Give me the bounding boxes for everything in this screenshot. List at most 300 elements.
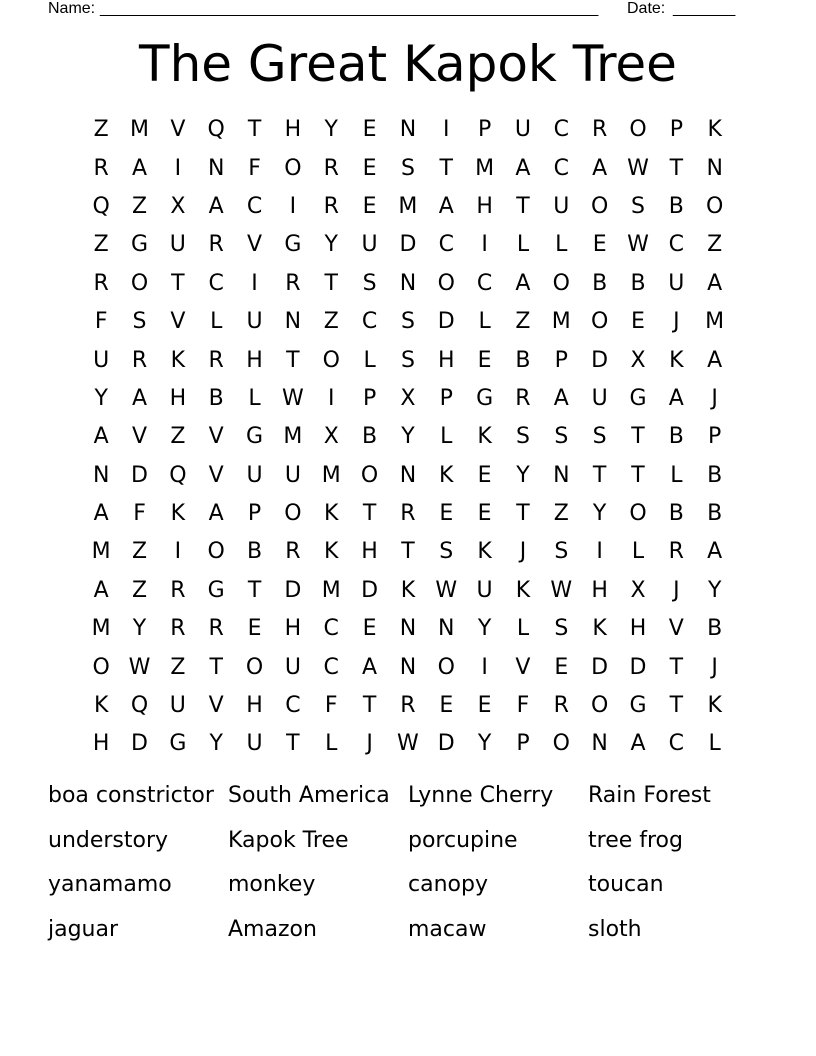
grid-letter[interactable]: X — [323, 424, 339, 450]
grid-letter[interactable]: A — [93, 577, 109, 603]
grid-letter[interactable]: R — [93, 155, 109, 181]
grid-letter[interactable]: X — [400, 385, 416, 411]
grid-letter[interactable]: Z — [93, 232, 109, 258]
grid-letter[interactable]: H — [246, 347, 263, 373]
grid-letter[interactable]: I — [481, 654, 488, 680]
grid-letter[interactable]: O — [360, 462, 379, 488]
grid-letter[interactable]: U — [169, 232, 186, 258]
grid-letter[interactable]: R — [323, 155, 339, 181]
grid-letter[interactable]: A — [707, 347, 723, 373]
grid-letter[interactable]: N — [399, 270, 417, 296]
grid-letter[interactable]: L — [248, 385, 261, 411]
grid-letter[interactable]: M — [705, 309, 725, 335]
grid-letter[interactable]: P — [516, 731, 530, 757]
grid-letter[interactable]: Z — [93, 117, 109, 143]
grid-letter[interactable]: B — [630, 270, 646, 296]
grid-letter[interactable]: E — [362, 117, 377, 143]
grid-letter[interactable]: I — [327, 385, 335, 411]
grid-letter[interactable]: V — [170, 117, 186, 143]
grid-letter[interactable]: O — [322, 347, 340, 373]
grid-letter[interactable]: N — [399, 616, 417, 642]
grid-letter[interactable]: R — [553, 693, 569, 719]
grid-letter[interactable]: K — [592, 616, 607, 642]
grid-letter[interactable]: T — [362, 501, 377, 527]
grid-letter[interactable]: H — [284, 117, 302, 143]
grid-letter[interactable]: M — [551, 309, 571, 335]
grid-letter[interactable]: N — [92, 462, 110, 488]
grid-letter[interactable]: D — [437, 731, 455, 757]
grid-letter[interactable]: T — [669, 654, 684, 680]
grid-letter[interactable]: O — [590, 309, 609, 335]
grid-letter[interactable]: O — [284, 501, 302, 527]
grid-letter[interactable]: A — [707, 270, 723, 296]
grid-letter[interactable]: D — [361, 577, 379, 603]
grid-letter[interactable]: Z — [515, 309, 531, 335]
grid-letter[interactable]: I — [481, 232, 488, 258]
grid-letter[interactable]: Z — [707, 232, 723, 258]
grid-row — [82, 687, 734, 725]
grid-letter[interactable]: H — [169, 385, 187, 411]
grid-letter[interactable]: A — [93, 424, 109, 450]
grid-letter[interactable]: A — [553, 385, 569, 411]
grid-letter[interactable]: D — [399, 232, 417, 258]
grid-letter[interactable]: D — [131, 731, 148, 757]
grid-letter[interactable]: J — [519, 539, 527, 565]
grid-letter[interactable]: E — [592, 232, 607, 258]
grid-letter[interactable]: L — [555, 232, 568, 258]
grid-letter[interactable]: K — [93, 693, 109, 719]
grid-letter[interactable]: C — [553, 117, 569, 143]
grid-letter[interactable]: T — [516, 501, 530, 527]
grid-row — [82, 610, 734, 648]
grid-letter[interactable]: G — [629, 385, 647, 411]
grid-letter[interactable]: L — [363, 347, 376, 373]
grid-letter[interactable]: M — [130, 117, 149, 143]
grid-letter[interactable]: P — [439, 385, 453, 411]
grid-letter[interactable]: N — [591, 731, 608, 757]
grid-letter[interactable]: C — [323, 654, 339, 680]
grid-letter[interactable]: T — [592, 462, 607, 488]
grid-letter[interactable]: A — [668, 385, 684, 411]
grid-letter[interactable]: Y — [324, 232, 338, 258]
grid-row — [82, 725, 734, 763]
grid-letter[interactable]: A — [515, 155, 531, 181]
grid-letter[interactable]: B — [668, 424, 684, 450]
grid-letter[interactable]: Z — [170, 654, 186, 680]
grid-letter[interactable]: N — [399, 654, 417, 680]
grid-letter[interactable]: O — [552, 731, 570, 757]
grid-letter[interactable]: S — [554, 616, 569, 642]
grid-letter[interactable]: I — [443, 117, 450, 143]
grid-letter[interactable]: T — [247, 577, 262, 603]
grid-letter[interactable]: T — [631, 462, 645, 488]
grid-letter[interactable]: C — [285, 693, 301, 719]
grid-row — [82, 495, 734, 533]
grid-letter[interactable]: R — [170, 616, 186, 642]
grid-letter[interactable]: G — [284, 232, 302, 258]
grid-letter[interactable]: A — [131, 155, 148, 181]
grid-letter[interactable]: U — [284, 462, 301, 488]
word-list-item: jaguar — [48, 916, 119, 942]
grid-letter[interactable]: J — [711, 654, 718, 680]
grid-letter[interactable]: K — [707, 693, 722, 719]
grid-letter[interactable]: L — [670, 462, 683, 488]
grid-letter[interactable]: T — [631, 424, 645, 450]
grid-letter[interactable]: R — [668, 539, 684, 565]
grid-letter[interactable]: D — [591, 347, 609, 373]
grid-letter[interactable]: U — [553, 193, 570, 219]
grid-letter[interactable]: H — [629, 616, 647, 642]
grid-letter[interactable]: O — [552, 270, 570, 296]
grid-letter[interactable]: T — [286, 347, 300, 373]
grid-letter[interactable]: F — [516, 693, 530, 719]
grid-letter[interactable]: G — [476, 385, 494, 411]
grid-letter[interactable]: U — [93, 347, 110, 373]
grid-letter[interactable]: I — [251, 270, 258, 296]
grid-letter[interactable]: R — [131, 347, 148, 373]
grid-letter[interactable]: N — [438, 616, 455, 642]
grid-letter[interactable]: G — [169, 731, 187, 757]
grid-letter[interactable]: A — [208, 193, 224, 219]
grid-letter[interactable]: S — [132, 309, 147, 335]
grid-letter[interactable]: B — [707, 462, 723, 488]
grid-letter[interactable]: S — [631, 193, 645, 219]
grid-letter[interactable]: T — [401, 539, 415, 565]
grid-letter[interactable]: W — [128, 654, 151, 680]
grid-letter[interactable]: J — [711, 385, 718, 411]
grid-letter[interactable]: C — [668, 232, 685, 258]
grid-letter[interactable]: K — [477, 424, 492, 450]
grid-letter[interactable]: R — [208, 347, 224, 373]
grid-letter[interactable]: I — [289, 193, 297, 219]
grid-letter[interactable]: O — [245, 654, 264, 680]
grid-letter[interactable]: S — [515, 424, 530, 450]
grid-letter[interactable]: G — [246, 424, 264, 450]
grid-letter[interactable]: C — [246, 193, 263, 219]
grid-letter[interactable]: Y — [324, 117, 338, 143]
grid-letter[interactable]: R — [208, 232, 224, 258]
grid-letter[interactable]: O — [92, 654, 110, 680]
grid-letter[interactable]: U — [246, 731, 263, 757]
grid-letter[interactable]: U — [169, 693, 186, 719]
grid-letter[interactable]: A — [438, 193, 454, 219]
grid-letter[interactable]: B — [362, 424, 378, 450]
grid-letter[interactable]: K — [669, 347, 684, 373]
grid-letter[interactable]: Z — [131, 193, 148, 219]
grid-letter[interactable]: B — [515, 347, 531, 373]
grid-letter[interactable]: F — [248, 155, 261, 181]
grid-letter[interactable]: Y — [707, 577, 722, 603]
grid-letter[interactable]: U — [284, 654, 301, 680]
grid-letter[interactable]: R — [323, 193, 339, 219]
grid-letter[interactable]: T — [324, 270, 338, 296]
grid-letter[interactable]: A — [515, 270, 531, 296]
grid-letter[interactable]: Y — [592, 501, 607, 527]
grid-letter[interactable]: E — [362, 155, 377, 181]
grid-letter[interactable]: N — [706, 155, 723, 181]
grid-letter[interactable]: V — [170, 309, 186, 335]
grid-letter[interactable]: F — [133, 501, 146, 527]
grid-letter[interactable]: V — [668, 616, 684, 642]
grid-letter[interactable]: X — [630, 347, 646, 373]
grid-letter[interactable]: A — [362, 654, 378, 680]
grid-letter[interactable]: M — [91, 616, 111, 642]
grid-letter[interactable]: R — [400, 693, 416, 719]
grid-letter[interactable]: B — [208, 385, 224, 411]
grid-letter[interactable]: O — [590, 693, 609, 719]
grid-letter[interactable]: D — [284, 577, 302, 603]
grid-letter[interactable]: O — [706, 193, 724, 219]
grid-letter[interactable]: U — [591, 385, 608, 411]
grid-letter[interactable]: L — [325, 731, 338, 757]
grid-letter[interactable]: J — [673, 577, 680, 603]
grid-letter[interactable]: V — [208, 462, 224, 488]
grid-letter[interactable]: P — [247, 501, 262, 527]
grid-letter[interactable]: G — [207, 577, 225, 603]
grid-letter[interactable]: V — [208, 693, 224, 719]
grid-letter[interactable]: E — [247, 616, 262, 642]
grid-letter[interactable]: Y — [401, 424, 415, 450]
grid-letter[interactable]: C — [208, 270, 224, 296]
name-label: Name: — [48, 0, 96, 17]
grid-letter[interactable]: B — [668, 193, 684, 219]
grid-letter[interactable]: J — [366, 731, 373, 757]
grid-letter[interactable]: C — [668, 731, 685, 757]
grid-letter[interactable]: U — [514, 117, 531, 143]
grid-letter[interactable]: L — [210, 309, 223, 335]
grid-letter[interactable]: S — [592, 424, 607, 450]
grid-letter[interactable]: C — [476, 270, 493, 296]
grid-letter[interactable]: S — [400, 309, 415, 335]
grid-letter[interactable]: K — [707, 117, 722, 143]
grid-letter[interactable]: V — [131, 424, 148, 450]
grid-letter[interactable]: W — [627, 232, 649, 258]
grid-letter[interactable]: P — [362, 385, 377, 411]
grid-letter[interactable]: Q — [169, 462, 187, 488]
grid-letter[interactable]: O — [207, 539, 225, 565]
grid-letter[interactable]: Y — [477, 731, 492, 757]
grid-letter[interactable]: L — [708, 731, 721, 757]
grid-letter[interactable]: L — [478, 309, 491, 335]
grid-letter[interactable]: O — [629, 501, 647, 527]
grid-letter[interactable]: A — [707, 539, 723, 565]
grid-letter[interactable]: L — [516, 232, 530, 258]
word-list-item: porcupine — [408, 827, 518, 853]
grid-letter[interactable]: T — [209, 654, 223, 680]
grid-letter[interactable]: R — [285, 270, 301, 296]
grid-letter[interactable]: L — [516, 616, 530, 642]
grid-letter[interactable]: R — [591, 117, 608, 143]
grid-letter[interactable]: T — [669, 693, 684, 719]
grid-letter[interactable]: V — [208, 424, 224, 450]
grid-row — [82, 111, 734, 149]
grid-letter[interactable]: S — [362, 270, 377, 296]
grid-letter[interactable]: E — [362, 193, 377, 219]
grid-letter[interactable]: A — [592, 155, 608, 181]
grid-letter[interactable]: H — [591, 577, 608, 603]
grid-letter[interactable]: A — [630, 731, 646, 757]
grid-letter[interactable]: W — [282, 385, 304, 411]
grid-letter[interactable]: E — [631, 309, 645, 335]
grid-letter[interactable]: S — [554, 424, 569, 450]
grid-row — [82, 457, 734, 495]
grid-letter[interactable]: W — [627, 155, 649, 181]
grid-letter[interactable]: A — [93, 501, 109, 527]
grid-letter[interactable]: G — [130, 232, 149, 258]
grid-letter[interactable]: O — [629, 117, 647, 143]
grid-letter[interactable]: W — [550, 577, 573, 603]
grid-letter[interactable]: T — [516, 193, 530, 219]
grid-letter[interactable]: T — [171, 270, 185, 296]
grid-letter[interactable]: V — [515, 654, 531, 680]
grid-letter[interactable]: S — [554, 539, 569, 565]
grid-letter[interactable]: D — [629, 654, 647, 680]
grid-letter[interactable]: O — [284, 155, 302, 181]
grid-letter[interactable]: X — [630, 577, 646, 603]
grid-letter[interactable]: P — [477, 117, 492, 143]
grid-letter[interactable]: P — [669, 117, 683, 143]
grid-letter[interactable]: R — [285, 539, 301, 565]
grid-letter[interactable]: E — [439, 501, 454, 527]
grid-letter[interactable]: H — [361, 539, 378, 565]
grid-letter[interactable]: U — [361, 232, 378, 258]
grid-letter[interactable]: I — [596, 539, 603, 565]
grid-letter[interactable]: D — [437, 309, 455, 335]
grid-letter[interactable]: M — [398, 193, 418, 219]
grid-letter[interactable]: H — [92, 731, 110, 757]
grid-letter[interactable]: H — [284, 616, 302, 642]
grid-letter[interactable]: E — [362, 616, 377, 642]
grid-letter[interactable]: N — [399, 462, 417, 488]
grid-letter[interactable]: I — [174, 155, 182, 181]
grid-letter[interactable]: Z — [323, 309, 339, 335]
grid-letter[interactable]: K — [515, 577, 531, 603]
grid-letter[interactable]: T — [669, 155, 684, 181]
date-blank-line[interactable]: _______ — [673, 0, 736, 17]
grid-letter[interactable]: R — [400, 501, 416, 527]
grid-letter[interactable]: O — [437, 270, 455, 296]
grid-letter[interactable]: Y — [516, 462, 530, 488]
grid-letter[interactable]: V — [247, 232, 263, 258]
grid-letter[interactable]: F — [324, 693, 338, 719]
grid-letter[interactable]: A — [131, 385, 148, 411]
grid-letter[interactable]: Z — [131, 577, 148, 603]
grid-letter[interactable]: K — [439, 462, 454, 488]
grid-letter[interactable]: B — [247, 539, 263, 565]
grid-letter[interactable]: N — [207, 155, 225, 181]
grid-letter[interactable]: N — [399, 117, 417, 143]
grid-letter[interactable]: R — [515, 385, 531, 411]
grid-letter[interactable]: H — [476, 193, 493, 219]
grid-letter[interactable]: K — [170, 347, 186, 373]
name-blank-line[interactable]: ________________________________________________________ — [100, 0, 599, 17]
grid-letter[interactable]: K — [324, 501, 339, 527]
grid-letter[interactable]: P — [708, 424, 722, 450]
grid-letter[interactable]: Z — [131, 539, 148, 565]
grid-letter[interactable]: O — [130, 270, 149, 296]
grid-letter[interactable]: L — [631, 539, 645, 565]
grid-letter[interactable]: D — [591, 654, 609, 680]
grid-letter[interactable]: G — [629, 693, 647, 719]
grid-letter[interactable]: B — [707, 616, 723, 642]
grid-letter[interactable]: U — [476, 577, 493, 603]
grid-letter[interactable]: M — [475, 155, 495, 181]
grid-letter[interactable]: E — [439, 693, 454, 719]
grid-letter[interactable]: J — [673, 309, 680, 335]
grid-letter[interactable]: Y — [209, 731, 223, 757]
grid-letter[interactable]: M — [283, 424, 303, 450]
grid-letter[interactable]: T — [286, 731, 300, 757]
grid-letter[interactable]: N — [284, 309, 302, 335]
grid-letter[interactable]: S — [439, 539, 454, 565]
grid-letter[interactable]: U — [246, 309, 263, 335]
grid-letter[interactable]: W — [397, 731, 419, 757]
grid-letter[interactable]: R — [208, 616, 224, 642]
grid-letter[interactable]: B — [668, 501, 684, 527]
grid-letter[interactable]: R — [170, 577, 186, 603]
grid-letter[interactable]: Z — [553, 501, 569, 527]
grid-letter[interactable]: R — [93, 270, 109, 296]
grid-letter[interactable]: S — [400, 347, 415, 373]
grid-letter[interactable]: K — [324, 539, 339, 565]
grid-letter[interactable]: C — [361, 309, 378, 335]
grid-letter[interactable]: Y — [477, 616, 492, 642]
grid-letter[interactable]: C — [438, 232, 454, 258]
grid-letter[interactable]: E — [477, 462, 492, 488]
grid-letter[interactable]: U — [668, 270, 685, 296]
grid-letter[interactable]: O — [590, 193, 609, 219]
grid-letter[interactable]: I — [174, 539, 182, 565]
grid-letter[interactable]: O — [437, 654, 455, 680]
grid-letter[interactable]: B — [707, 501, 723, 527]
grid-letter[interactable]: E — [477, 693, 492, 719]
grid-letter[interactable]: K — [400, 577, 416, 603]
grid-letter[interactable]: Q — [207, 117, 225, 143]
grid-letter[interactable]: N — [553, 462, 570, 488]
grid-letter[interactable]: T — [247, 117, 262, 143]
grid-letter[interactable]: L — [440, 424, 453, 450]
grid-letter[interactable]: E — [554, 654, 569, 680]
grid-letter[interactable]: W — [435, 577, 458, 603]
grid-letter[interactable]: D — [131, 462, 148, 488]
grid-letter[interactable]: S — [400, 155, 415, 181]
grid-letter[interactable]: Q — [92, 193, 110, 219]
grid-letter[interactable]: C — [323, 616, 339, 642]
grid-letter[interactable]: F — [94, 309, 108, 335]
grid-letter[interactable]: K — [170, 501, 186, 527]
grid-letter[interactable]: K — [477, 539, 492, 565]
grid-letter[interactable]: U — [246, 462, 263, 488]
grid-letter[interactable]: B — [592, 270, 608, 296]
grid-letter[interactable]: E — [477, 347, 492, 373]
grid-letter[interactable]: T — [362, 693, 377, 719]
grid-letter[interactable]: H — [246, 693, 263, 719]
grid-letter[interactable]: T — [439, 155, 453, 181]
grid-letter[interactable]: Z — [170, 424, 186, 450]
grid-letter[interactable]: C — [553, 155, 569, 181]
grid-letter[interactable]: P — [554, 347, 568, 373]
grid-letter[interactable]: M — [321, 462, 341, 488]
grid-letter[interactable]: A — [208, 501, 224, 527]
grid-letter[interactable]: E — [477, 501, 492, 527]
grid-letter[interactable]: H — [437, 347, 455, 373]
grid-letter[interactable]: Q — [130, 693, 149, 719]
grid-letter[interactable]: Y — [132, 616, 147, 642]
grid-letter[interactable]: M — [91, 539, 111, 565]
grid-letter[interactable]: Y — [94, 385, 108, 411]
grid-letter[interactable]: X — [170, 193, 186, 219]
grid-letter[interactable]: M — [321, 577, 341, 603]
